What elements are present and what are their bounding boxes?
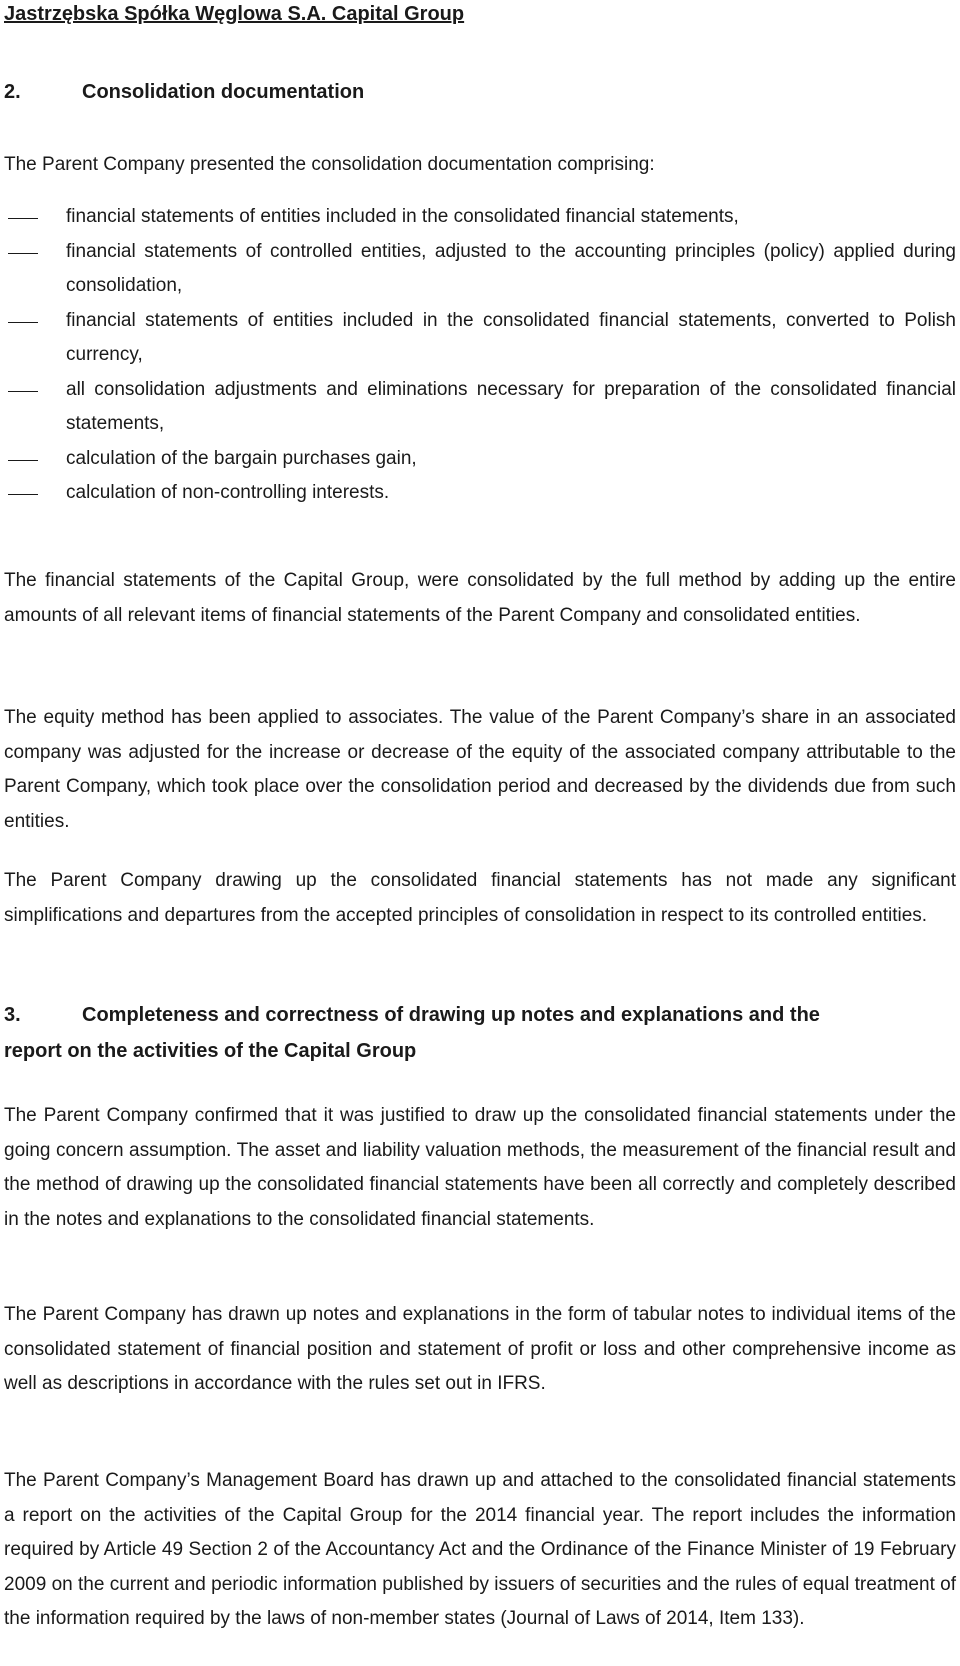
section-3-title-line-2: report on the activities of the Capital Group <box>4 1040 417 1062</box>
simplifications-paragraph: The Parent Company drawing up the consolidated financial statements has not made any significant simplifications and departures from the accepted principles of consolidation in respect to its controlled entities. <box>4 870 956 926</box>
dash-bullet-icon <box>8 218 38 219</box>
list-item-text: financial statements of entities included in the consolidated financial statements, <box>66 206 739 227</box>
going-concern-paragraph: The Parent Company confirmed that it was justified to draw up the consolidated financial statements under the going concern assumption. The asset and liability valuation methods, the measurement of the financial result and the method of drawing up the consolidated financial statements have been all correctly and completely described in the notes and explanations to the consolidated financial statements. <box>4 1105 956 1230</box>
full-method-paragraph: The financial statements of the Capital Group, were consolidated by the full method by adding up the entire amounts of all relevant items of financial statements of the Parent Company and consolidated entities. <box>4 570 956 626</box>
list-item-text: calculation of the bargain purchases gain, <box>66 447 417 469</box>
section-2-number: 2. <box>4 81 21 103</box>
section-2-title: Consolidation documentation <box>82 81 365 103</box>
section-3-title-line-1: Completeness and correctness of drawing up notes and explanations and the <box>82 1004 820 1026</box>
list-item <box>4 476 956 511</box>
management-report-paragraph: The Parent Company’s Management Board has drawn up and attached to the consolidated financial statements a report on the activities of the Capital Group for the 2014 financial year. The report includes the information required by Article 49 Section 2 of the Accountancy Act and the Ordinance of the Finance Minister of 19 February 2009 on the current and periodic information published by issuers of securities and the rules of equal treatment of the information required by the laws of non-member states (Journal of Laws of 2014, Item 133). <box>4 1470 956 1629</box>
list-item <box>4 235 956 304</box>
section-2-intro: The Parent Company presented the consolidation documentation comprising: <box>4 154 655 175</box>
section-2-heading <box>4 74 364 110</box>
list-item <box>4 373 956 442</box>
section-3-heading <box>4 997 956 1069</box>
list-item <box>4 442 956 477</box>
list-item-text: financial statements of entities included in the consolidated financial statements, converted to Polish currency, <box>66 309 956 365</box>
equity-method-paragraph: The equity method has been applied to associates. The value of the Parent Company’s share in an associated company was adjusted for the increase or decrease of the equity of the associated company attributable to the Parent Company, which took place over the consolidation period and decreased by the dividends due from such entities. <box>4 707 956 832</box>
dash-bullet-icon <box>8 494 38 495</box>
tabular-notes-paragraph: The Parent Company has drawn up notes and explanations in the form of tabular notes to individual items of the consolidated statement of financial position and statement of profit or loss and other comprehensive income as well as descriptions in accordance with the rules set out in IFRS. <box>4 1304 956 1394</box>
dash-bullet-icon <box>8 253 38 254</box>
dash-bullet-icon <box>8 391 38 392</box>
document-header-title: Jastrzębska Spółka Węglowa S.A. Capital Group <box>4 3 465 25</box>
list-item <box>4 304 956 373</box>
list-item-text: all consolidation adjustments and eliminations necessary for preparation of the consolidated financial statements, <box>66 378 956 434</box>
list-item-text: financial statements of controlled entities, adjusted to the accounting principles (policy) applied during consolidation, <box>66 240 956 296</box>
section-3-number: 3. <box>4 1004 21 1026</box>
dash-bullet-icon <box>8 460 38 461</box>
list-item <box>4 200 956 235</box>
list-item-text: calculation of non-controlling interests. <box>66 482 390 503</box>
consolidation-documentation-list <box>4 200 956 511</box>
dash-bullet-icon <box>8 322 38 323</box>
